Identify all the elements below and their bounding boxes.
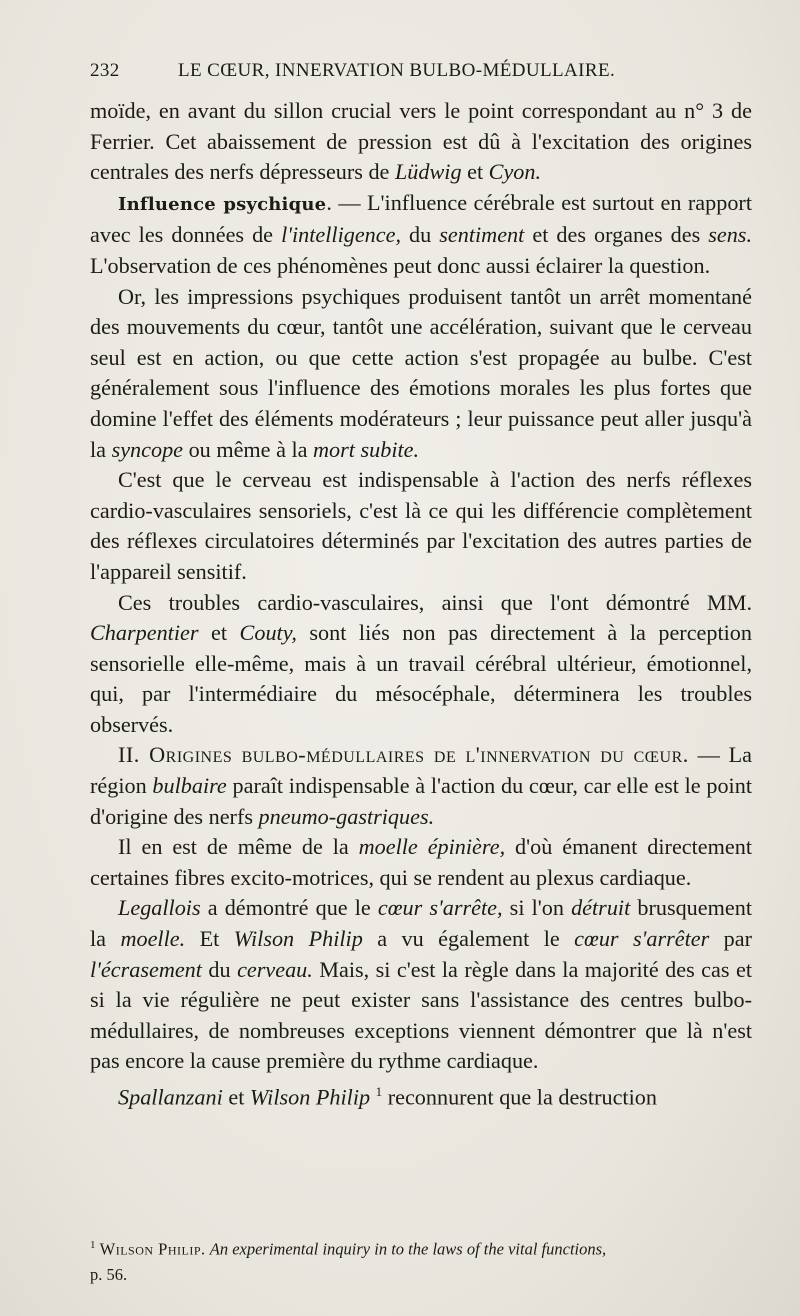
footnote-author: Wilson Philip.: [99, 1239, 206, 1259]
paragraph-5: Ces troubles cardio-vasculaires, ainsi que l'ont démontré MM. Charpentier et Couty, sont liés non pas directement à la perception sensorielle elle-même, mais à un travail cérébral ultérieur, émotionnel, qui, par l'intermédiaire du mésocéphale, déterminera les troubles observés.: [90, 589, 752, 737]
section-heading-ii: II. Origines bulbo-médullaires de l'innervation du cœur.: [118, 742, 689, 768]
paragraph-section-ii: II. Origines bulbo-médullaires de l'innervation du cœur. — La région bulbaire paraît indispensable à l'action du cœur, car elle est le point d'origine des nerfs pneumo-gastriques.: [90, 742, 753, 829]
footnote-reference: 1: [375, 1084, 383, 1099]
paragraph-7: Il en est de même de la moelle épinière, d'où émanent directement certaines fibres excito-motrices, qui se rendent au plexus cardiaque.: [90, 834, 753, 890]
section-runin-heading: Influence psychique: [118, 193, 327, 215]
page-number: 232: [90, 60, 120, 81]
footnote-page: p. 56.: [90, 1264, 128, 1284]
paragraph-1: moïde, en avant du sillon crucial vers le point correspondant au n° 3 de Ferrier. Cet abaissement de pression est dû à l'excitation des origines centrales des nerfs dépresseurs de Lüdwig et Cyon.: [90, 98, 752, 185]
paragraph-9: Spallanzani et Wilson Philip $^1$ reconnurent que la destruction: [118, 1084, 657, 1110]
footnote-title: An experimental inquiry in to the laws of the vital functions,: [209, 1239, 607, 1259]
footnote: [90, 1233, 752, 1287]
body-text: [90, 96, 752, 1113]
paragraph-3: Or, les impressions psychiques produisent tantôt un arrêt momentané des mouvements du cœur, tantôt une accélération, suivant que le cerveau seul est en action, ou que cette action s'est propagée au bulbe. C'est généralement sous l'influence des émotions morales les plus fortes que domine l'effet des éléments modérateurs ; leur puissance peut aller jusqu'à la syncope ou même à la mort subite.: [90, 283, 752, 462]
running-title: LE CŒUR, INNERVATION BULBO-MÉDULLAIRE.: [178, 60, 616, 81]
footnote-number: 1: [90, 1239, 96, 1251]
paragraph-8: Legallois a démontré que le cœur s'arrête, si l'on détruit brusquement la moelle. Et Wilson Philip a vu également le cœur s'arrêter par l'écrasement du cerveau. Mais, si c'est la règle dans la majorité des cas et si la vie régulière ne peut exister sans l'assistance des centres bulbo-médullaires, de nombreuses exceptions viennent démontrer que là n'est pas encore la cause première du rythme cardiaque.: [90, 895, 752, 1074]
paragraph-4: C'est que le cerveau est indispensable à l'action des nerfs réflexes cardio-vasculaires sensoriels, c'est là ce qui les différencie complètement des réflexes circulatoires déterminés par l'excitation des autres parties de l'appareil sensitif.: [90, 467, 752, 584]
paragraph-influence-psychique: Influence psychique. — L'influence cérébrale est surtout en rapport avec les données de l'intelligence, du sentiment et des organes des sens. L'observation de ces phénomènes peut donc aussi éclairer la question.: [90, 189, 752, 278]
